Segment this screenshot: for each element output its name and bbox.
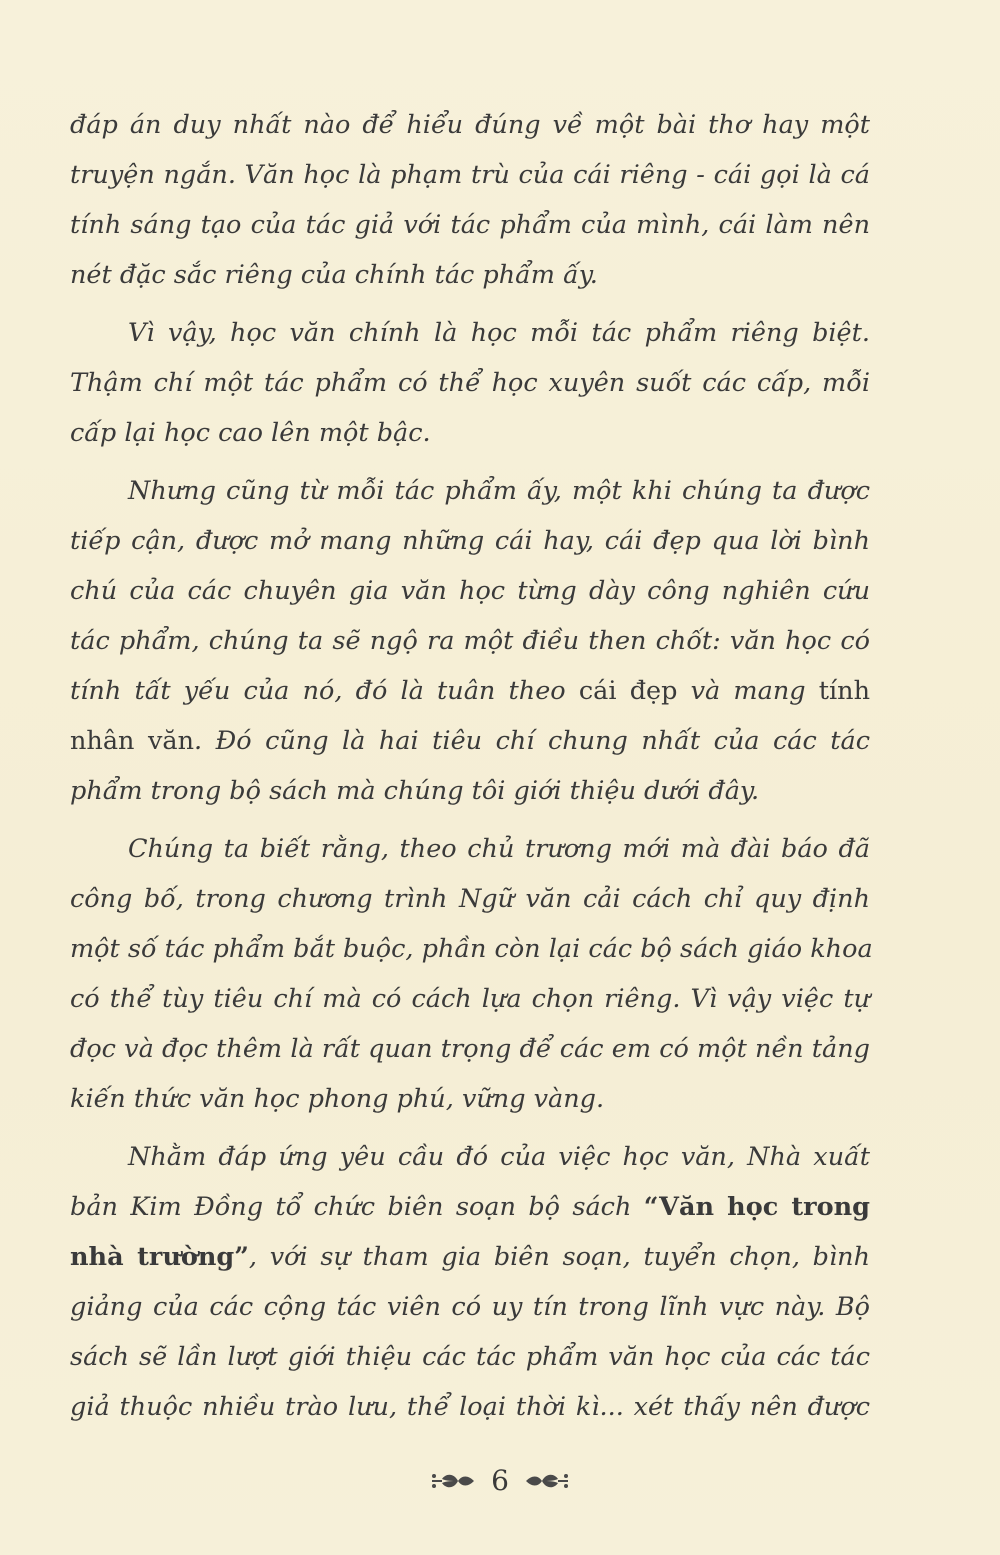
emphasis-text: tính: [818, 676, 871, 706]
text-line: giảng của các cộng tác viên có uy tín trong lĩnh vực này. Bộ: [70, 1292, 870, 1322]
text-line: cấp lại học cao lên một bậc.: [70, 418, 431, 448]
text-line: Chúng ta biết rằng, theo chủ trương mới mà đài báo đã: [128, 834, 870, 864]
text-run: , với sự tham gia biên soạn, tuyển chọn, bình: [248, 1242, 870, 1272]
text-line: [70, 716, 870, 766]
floral-ornament-icon: [428, 1469, 476, 1493]
text-line: [70, 1182, 870, 1232]
text-line: [70, 1232, 870, 1282]
paragraph-3: [70, 466, 870, 816]
text-line: nét đặc sắc riêng của chính tác phẩm ấy.: [70, 260, 598, 290]
page-footer: [0, 1462, 1000, 1497]
text-line: công bố, trong chương trình Ngữ văn cải cách chỉ quy định: [70, 884, 870, 914]
text-run: . Đó cũng là hai tiêu chí chung nhất của các tác: [194, 726, 870, 756]
text-line: tác phẩm, chúng ta sẽ ngộ ra một điều then chốt: văn học có: [70, 626, 870, 656]
page-number: 6: [491, 1464, 509, 1497]
paragraph-2: [70, 308, 870, 458]
text-run: bản Kim Đồng tổ chức biên soạn bộ sách: [70, 1192, 644, 1222]
text-line: một số tác phẩm bắt buộc, phần còn lại các bộ sách giáo khoa: [70, 934, 873, 964]
text-line: chú của các chuyên gia văn học từng dày công nghiên cứu: [70, 576, 870, 606]
paragraph-1: [70, 100, 870, 300]
text-line: đọc và đọc thêm là rất quan trọng để các em có một nền tảng: [70, 1034, 870, 1064]
text-line: Nhưng cũng từ mỗi tác phẩm ấy, một khi chúng ta được: [128, 476, 870, 506]
text-line: kiến thức văn học phong phú, vững vàng.: [70, 1084, 605, 1114]
text-line: Nhằm đáp ứng yêu cầu đó của việc học văn, Nhà xuất: [128, 1142, 870, 1172]
text-line: tiếp cận, được mở mang những cái hay, cái đẹp qua lời bình: [70, 526, 870, 556]
text-line: Vì vậy, học văn chính là học mỗi tác phẩm riêng biệt.: [128, 318, 870, 348]
emphasis-text: nhân văn: [70, 726, 195, 756]
floral-ornament-icon: [524, 1469, 572, 1493]
emphasis-text: cái đẹp: [578, 676, 678, 706]
text-line: giả thuộc nhiều trào lưu, thể loại thời kì... xét thấy nên được: [70, 1392, 870, 1422]
text-line: sách sẽ lần lượt giới thiệu các tác phẩm văn học của các tác: [70, 1342, 870, 1372]
text-run: tính tất yếu của nó, đó là tuân theo: [70, 676, 579, 706]
paragraph-4: [70, 824, 873, 1124]
text-line: truyện ngắn. Văn học là phạm trù của cái riêng - cái gọi là cá: [70, 160, 870, 190]
book-series-title: “Văn học trong: [643, 1192, 870, 1222]
paragraph-5: [70, 1132, 870, 1432]
text-line: đáp án duy nhất nào để hiểu đúng về một bài thơ hay một: [70, 110, 870, 140]
book-series-title: nhà trường”: [70, 1242, 249, 1272]
text-line: [70, 666, 870, 716]
text-line: có thể tùy tiêu chí mà có cách lựa chọn riêng. Vì vậy việc tự: [70, 984, 870, 1014]
text-run: và mang: [677, 676, 819, 706]
body-text: [70, 100, 873, 1440]
text-line: phẩm trong bộ sách mà chúng tôi giới thiệu dưới đây.: [70, 776, 760, 806]
text-line: Thậm chí một tác phẩm có thể học xuyên suốt các cấp, mỗi: [70, 368, 870, 398]
text-line: tính sáng tạo của tác giả với tác phẩm của mình, cái làm nên: [70, 210, 870, 240]
